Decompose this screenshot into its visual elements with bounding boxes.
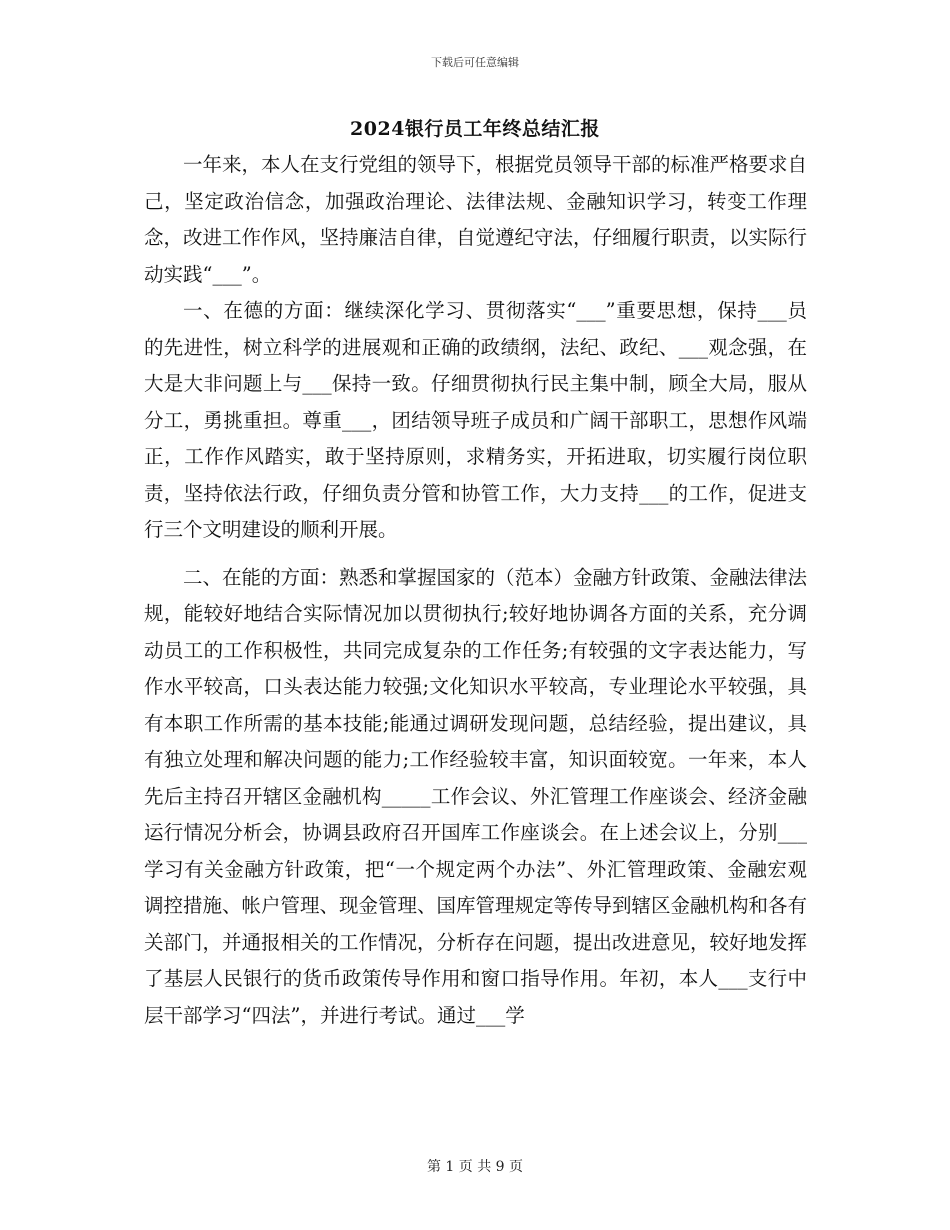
page-footer: 第 1 页 共 9 页 xyxy=(426,1159,524,1175)
document-body xyxy=(144,147,807,1034)
paragraph-morality: 一、在德的方面：继续深化学习、贯彻落实“___”重要思想，保持___员的先进性，树立科学的进展观和正确的政绩纲，法纪、政纪、___观念强，在大是大非问题上与___保持一致。仔细贯彻执行民主集中制，顾全大局，服从分工，勇挑重担。尊重___，团结领导班子成员和广阔干部职工，思想作风端正，工作作风踏实，敢于坚持原则，求精务实，开拓进取，切实履行岗位职责，坚持依法行政，仔细负责分管和协管工作，大力支持___的工作，促进支行三个文明建设的顺利开展。 xyxy=(144,299,807,541)
paragraph-intro: 一年来，本人在支行党组的领导下，根据党员领导干部的标准严格要求自己，坚定政治信念，加强政治理论、法律法规、金融知识学习，转变工作理念，改进工作作风，坚持廉洁自律，自觉遵纪守法，仔细履行职责，以实际行动实践“___”。 xyxy=(144,153,808,286)
document-title: 2024银行员工年终总结汇报 xyxy=(350,118,600,140)
header-note: 下载后可任意编辑 xyxy=(431,56,519,69)
paragraph-ability: 二、在能的方面：熟悉和掌握国家的（范本）金融方针政策、金融法律法规，能较好地结合实际情况加以贯彻执行;较好地协调各方面的关系，充分调动员工的工作积极性，共同完成复杂的工作任务;有较强的文字表达能力，写作水平较高，口头表达能力较强;文化知识水平较高，专业理论水平较强，具有本职工作所需的基本技能;能通过调研发现问题，总结经验，提出建议，具有独立处理和解决问题的能力;工作经验较丰富，知识面较宽。一年来，本人先后主持召开辖区金融机构_____工作会议、外汇管理工作座谈会、经济金融运行情况分析会，协调县政府召开国库工作座谈会。在上述会议上，分别___学习有关金融方针政策，把“一个规定两个办法”、外汇管理政策、金融宏观调控措施、帐户管理、现金管理、国库管理规定等传导到辖区金融机构和各有关部门，并通报相关的工作情况，分析存在问题，提出改进意见，较好地发挥了基层人民银行的货币政策传导作用和窗口指导作用。年初，本人___支行中层干部学习“四法”，并进行考试。通过___学 xyxy=(144,565,808,1027)
